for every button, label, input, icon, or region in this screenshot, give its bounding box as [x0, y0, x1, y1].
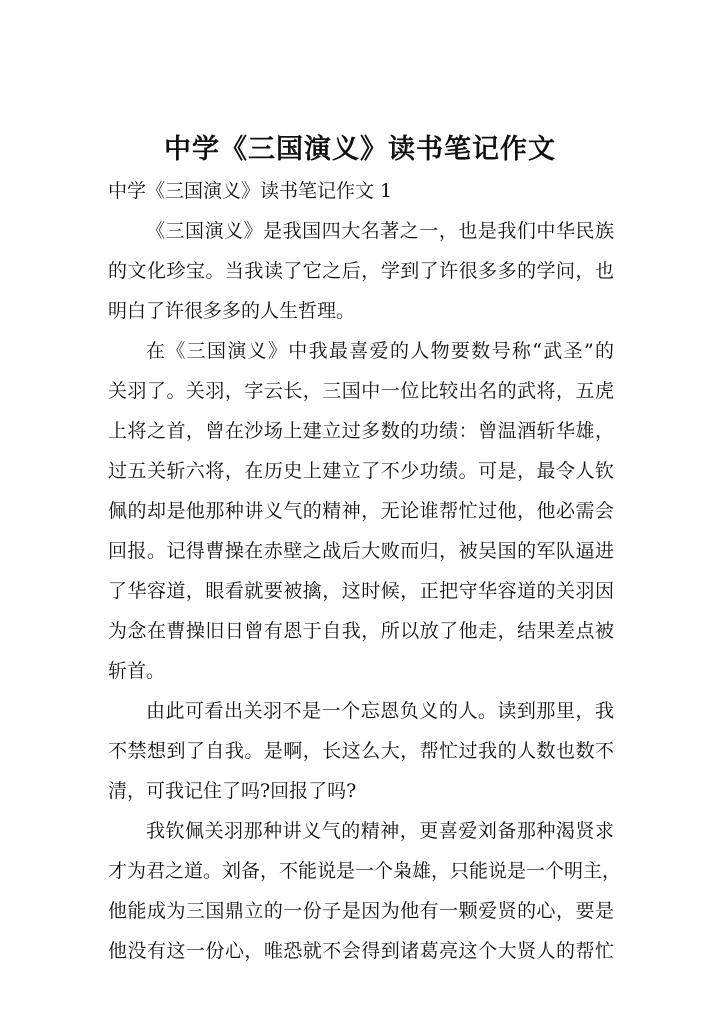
text-line: 为念在曹操旧日曾有恩于自我，所以放了他走，结果差点被	[108, 620, 614, 642]
paragraph-2	[108, 331, 614, 691]
text-line: 关羽了。关羽，字云长，三国中一位比较出名的武将，五虎	[108, 380, 614, 402]
section-subtitle: 中学《三国演义》读书笔记作文 1	[108, 180, 393, 202]
text-line: 上将之首，曾在沙场上建立过多数的功绩：曾温酒斩华雄，	[108, 420, 614, 442]
text-line: 我钦佩关羽那种讲义气的精神，更喜爱刘备那种渴贤求	[146, 820, 614, 842]
text-line: 由此可看出关羽不是一个忘恩负义的人。读到那里，我	[146, 700, 614, 722]
paragraph-1	[108, 211, 614, 331]
text-line: 了华容道，眼看就要被擒，这时候，正把守华容道的关羽因	[108, 580, 614, 602]
text-line: 明白了许很多多的人生哲理。	[108, 300, 356, 322]
text-line: 他能成为三国鼎立的一份子是因为他有一颗爱贤的心，要是	[108, 900, 614, 922]
document-body	[108, 171, 622, 971]
text-line: 《三国演义》是我国四大名著之一，也是我们中华民族	[146, 220, 614, 242]
text-line: 斩首。	[108, 660, 166, 682]
text-line: 清，可我记住了吗?回报了吗?	[108, 780, 357, 802]
text-line: 在《三国演义》中我最喜爱的人物要数号称“武圣”的	[146, 340, 614, 362]
text-line: 不禁想到了自我。是啊，长这么大，帮忙过我的人数也数不	[108, 740, 614, 762]
text-line: 过五关斩六将，在历史上建立了不少功绩。可是，最令人钦	[108, 460, 614, 482]
text-line: 回报。记得曹操在赤壁之战后大败而归，被吴国的军队逼进	[108, 540, 614, 562]
text-line: 才为君之道。刘备，不能说是一个枭雄，只能说是一个明主，	[108, 860, 622, 882]
document-title: 中学《三国演义》读书笔记作文	[164, 134, 556, 166]
text-line: 他没有这一份心，唯恐就不会得到诸葛亮这个大贤人的帮忙	[108, 940, 614, 962]
paragraph-3	[108, 691, 614, 811]
text-line: 的文化珍宝。当我读了它之后，学到了许很多多的学问，也	[108, 260, 614, 282]
text-line: 佩的却是他那种讲义气的精神，无论谁帮忙过他，他必需会	[108, 500, 614, 522]
paragraph-4	[108, 811, 622, 971]
